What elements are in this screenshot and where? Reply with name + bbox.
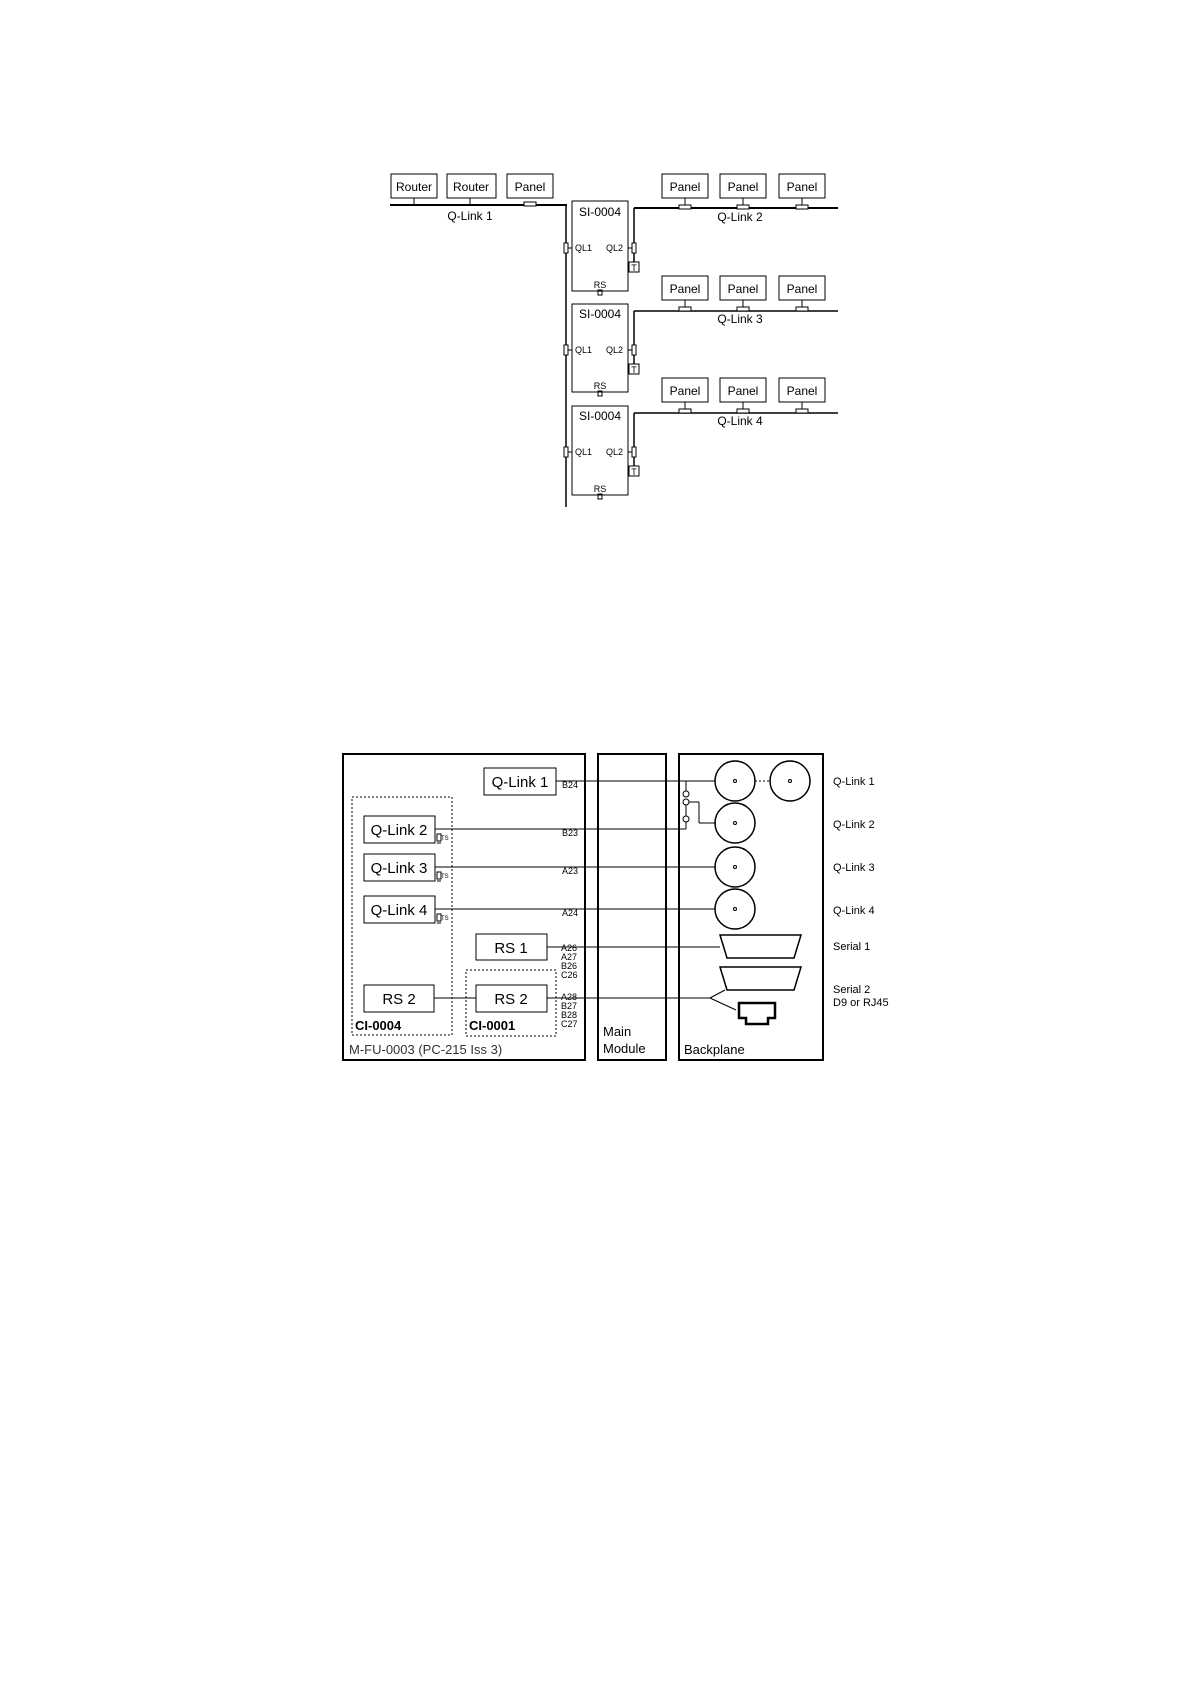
connector-serial-2-label-line2: D9 or RJ45: [833, 997, 889, 1009]
network-topology-labels: [396, 180, 817, 494]
ci-0004-label: CI-0004: [355, 1018, 402, 1033]
serial-1-dsub-connector: [720, 935, 801, 958]
panel-ql3-1-label: Panel: [669, 282, 701, 296]
rs2-pin-1: A28: [561, 992, 578, 1002]
q-link-3-connector: [715, 847, 755, 887]
module-label: M-FU-0003 (PC-215 Iss 3): [349, 1042, 503, 1057]
termination-mark-q3: TS: [441, 874, 449, 880]
rs1-pin-1: A26: [561, 943, 578, 953]
serial-2-dsub-connector: [720, 967, 801, 990]
panel-ql3-3-label: Panel: [786, 282, 818, 296]
main-module-label-line2: Module: [603, 1041, 646, 1056]
router-2-label: Router: [452, 180, 490, 194]
router-1-label: Router: [395, 180, 433, 194]
pin-b23-label: B23: [562, 828, 579, 838]
si-unit-2-ql2: QL2: [606, 345, 624, 355]
si-unit-3-ql2: QL2: [606, 447, 624, 457]
panel-ql4-3-label: Panel: [786, 384, 818, 398]
connector-serial-2-label-line1: Serial 2: [833, 984, 871, 996]
q-link-4-box-label: Q-Link 4: [370, 902, 428, 919]
pin-a24-label: A24: [562, 908, 579, 918]
si-unit-3-rs: RS: [593, 484, 607, 494]
q-link-2-box-label: Q-Link 2: [370, 822, 428, 839]
panel-ql4-1-label: Panel: [669, 384, 701, 398]
q-link-3-label: Q-Link 3: [717, 312, 763, 326]
si-unit-2-rs: RS: [593, 381, 607, 391]
q-link-1-box-label: Q-Link 1: [491, 774, 549, 791]
panel-ql4-2-label: Panel: [727, 384, 759, 398]
connector-serial-1-label: Serial 1: [833, 941, 871, 953]
termination-mark-q4: TS: [441, 916, 449, 922]
si-unit-1-rs: RS: [593, 280, 607, 290]
q-link-4-connector: [715, 889, 755, 929]
ci-0001-label: CI-0001: [469, 1018, 516, 1033]
rs2-pin-4: C27: [561, 1019, 578, 1029]
q-link-3-box-label: Q-Link 3: [370, 860, 428, 877]
pin-a23-label: A23: [562, 866, 579, 876]
rs1-pin-2: A27: [561, 952, 578, 962]
termination-mark-q2: TS: [441, 836, 449, 842]
rs2-right-box-label: RS 2: [494, 991, 528, 1008]
connector-q-link-2-label: Q-Link 2: [833, 819, 875, 831]
si-unit-3-terminator: T: [631, 467, 637, 477]
panel-top-label: Panel: [514, 180, 546, 194]
network-topology-diagram: [390, 174, 838, 507]
si-unit-1-terminator: T: [631, 263, 637, 273]
si-unit-2-ql1: QL1: [575, 345, 593, 355]
rs1-pin-4: C26: [561, 970, 578, 980]
connector-q-link-1-label: Q-Link 1: [833, 776, 875, 788]
q-link-4-label: Q-Link 4: [717, 414, 763, 428]
si-unit-1-ql2: QL2: [606, 243, 624, 253]
pin-b24-label: B24: [562, 780, 579, 790]
rs2-pin-3: B28: [561, 1010, 578, 1020]
rs2-left-box-label: RS 2: [382, 991, 416, 1008]
panel-ql2-1-label: Panel: [669, 180, 701, 194]
panel-ql2-3-label: Panel: [786, 180, 818, 194]
connector-q-link-4-label: Q-Link 4: [833, 905, 875, 917]
serial-2-rj45-connector: [739, 1003, 775, 1024]
q-link-1-connector-a: [715, 761, 755, 801]
panel-ql3-2-label: Panel: [727, 282, 759, 296]
si-unit-1-title: SI-0004: [578, 205, 622, 219]
rs1-pin-3: B26: [561, 961, 578, 971]
q-link-2-connector: [715, 803, 755, 843]
q-link-2-label: Q-Link 2: [717, 210, 763, 224]
q-link-1-connector-b: [770, 761, 810, 801]
panel-ql2-2-label: Panel: [727, 180, 759, 194]
si-unit-3-title: SI-0004: [578, 409, 622, 423]
main-module-label-line1: Main: [603, 1024, 632, 1039]
rs1-box-label: RS 1: [494, 940, 528, 957]
backplane-outline: [679, 754, 823, 1060]
si-unit-2-title: SI-0004: [578, 307, 622, 321]
connector-q-link-3-label: Q-Link 3: [833, 862, 875, 874]
backplane-label: Backplane: [684, 1042, 745, 1057]
si-unit-2-terminator: T: [631, 365, 637, 375]
q-link-1-label: Q-Link 1: [447, 209, 493, 223]
si-unit-1-ql1: QL1: [575, 243, 593, 253]
main-module-outline: [598, 754, 666, 1060]
si-unit-3-ql1: QL1: [575, 447, 593, 457]
rs2-pin-2: B27: [561, 1001, 578, 1011]
